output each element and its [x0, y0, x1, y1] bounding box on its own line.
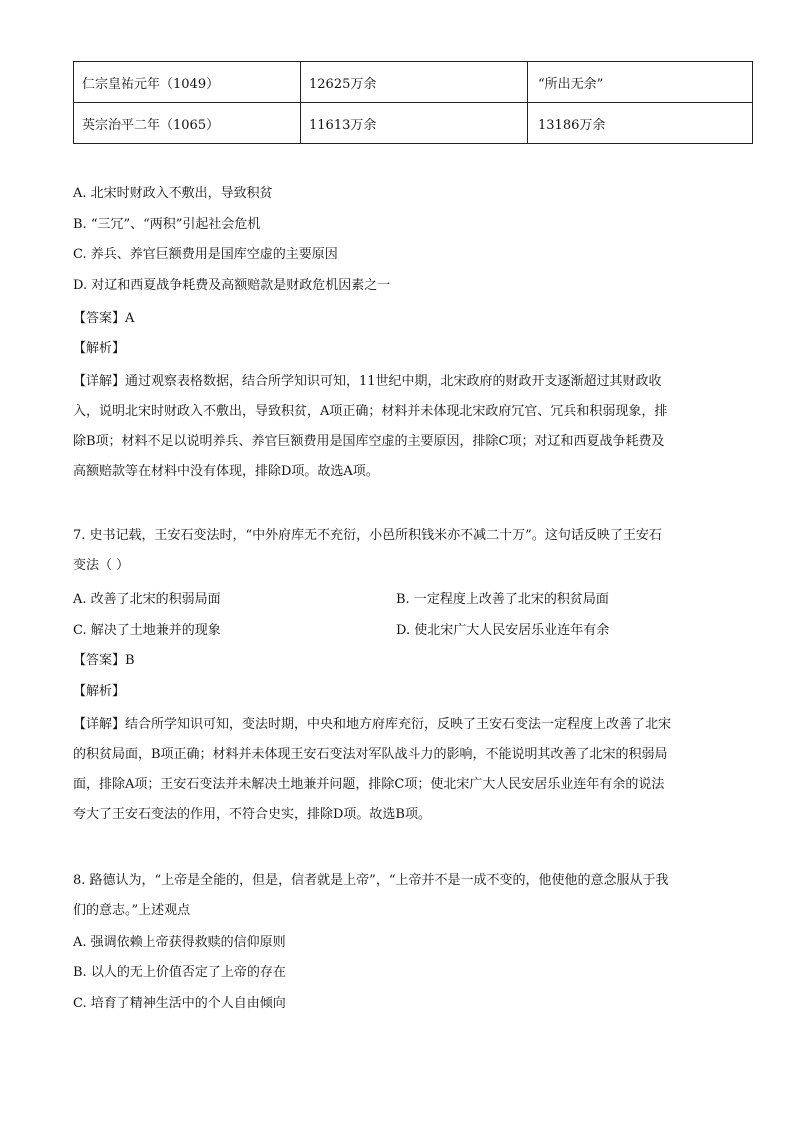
table-cell-revenue: 12625万余 [301, 62, 528, 103]
table-cell-reign: 仁宗皇祐元年（1049） [74, 62, 301, 103]
detail-line: 除B项；材料不足以说明养兵、养官巨额费用是国库空虚的主要原因，排除C项；对辽和西夏战争耗费及 [73, 434, 665, 449]
q6-option-b: B. “三冗”、“两积”引起社会危机 [73, 217, 261, 232]
q6-option-d: D. 对辽和西夏战争耗费及高额赔款是财政危机因素之一 [73, 278, 391, 293]
table-cell-reign: 英宗治平二年（1065） [74, 103, 301, 144]
q7-analysis-tag: 【解析】 [73, 684, 126, 699]
q6-option-c: C. 养兵、养官巨额费用是国库空虚的主要原因 [73, 247, 338, 262]
stem-line: 8. 路德认为，“上帝是全能的，但是，信者就是上帝”，“上帝并不是一成不变的，他使他的意念服从于我 [73, 873, 669, 888]
stem-line: 们的意志。”上述观点 [73, 903, 191, 918]
detail-line: 入，说明北宋时财政入不敷出，导致积贫，A项正确；材料并未体现北宋政府冗官、冗兵和积弱现象，排 [73, 404, 668, 419]
q7-option-a: A. 改善了北宋的积弱局面 [73, 592, 221, 607]
answer-tag: 【答案】 [73, 653, 126, 668]
q7-option-c: C. 解决了土地兼并的现象 [73, 623, 221, 638]
q7-detail [73, 710, 723, 830]
table-cell-expenditure: 13186万余 [528, 103, 753, 144]
q8-option-b: B. 以人的无上价值否定了上帝的存在 [73, 965, 286, 980]
detail-line: 高额赔款等在材料中没有体现，排除D项。故选A项。 [73, 464, 379, 479]
detail-line: 【详解】通过观察表格数据，结合所学知识可知，11世纪中期，北宋政府的财政开支逐渐超过其财政收 [73, 374, 662, 389]
table-row [74, 62, 753, 103]
answer-value: A [125, 311, 135, 326]
stem-line: 7. 史书记载，王安石变法时，“中外府库无不充衍，小邑所积钱米亦不减二十万”。这句话反映了王安石 [73, 528, 662, 543]
detail-line: 夸大了王安石变法的作用，不符合史实，排除D项。故选B项。 [73, 807, 431, 822]
table-row [74, 103, 753, 144]
answer-value: B [125, 653, 135, 668]
stem-line: 变法（ ） [73, 558, 130, 573]
q8-option-a: A. 强调依赖上帝获得救赎的信仰原则 [73, 935, 286, 950]
fiscal-table [73, 61, 753, 144]
q7-option-b: B. 一定程度上改善了北宋的积贫局面 [396, 592, 609, 607]
q8-option-c: C. 培育了精神生活中的个人自由倾向 [73, 996, 286, 1011]
q6-analysis-tag: 【解析】 [73, 341, 126, 356]
detail-line: 面，排除A项；王安石变法并未解决土地兼并问题，排除C项；使北宋广大人民安居乐业连年有余的说法 [73, 777, 665, 792]
table-cell-expenditure: “所出无余” [528, 62, 753, 103]
q7-option-d: D. 使北宋广大人民安居乐业连年有余 [396, 623, 610, 638]
detail-tag: 【详解】 [73, 374, 126, 389]
q6-detail [73, 367, 723, 487]
detail-line: 【详解】结合所学知识可知，变法时期，中央和地方府库充衍，反映了王安石变法一定程度上改善了北宋 [73, 717, 672, 732]
q6-option-a: A. 北宋时财政入不敷出，导致积贫 [73, 186, 273, 201]
q6-answer [73, 310, 134, 328]
q8-stem [73, 866, 723, 926]
table-cell-revenue: 11613万余 [301, 103, 528, 144]
detail-line: 的积贫局面，B项正确；材料并未体现王安石变法对军队战斗力的影响，不能说明其改善了北宋的积弱局 [73, 747, 668, 762]
q7-stem [73, 521, 723, 581]
answer-tag: 【答案】 [73, 311, 126, 326]
q7-answer [73, 652, 135, 670]
detail-tag: 【详解】 [73, 717, 126, 732]
